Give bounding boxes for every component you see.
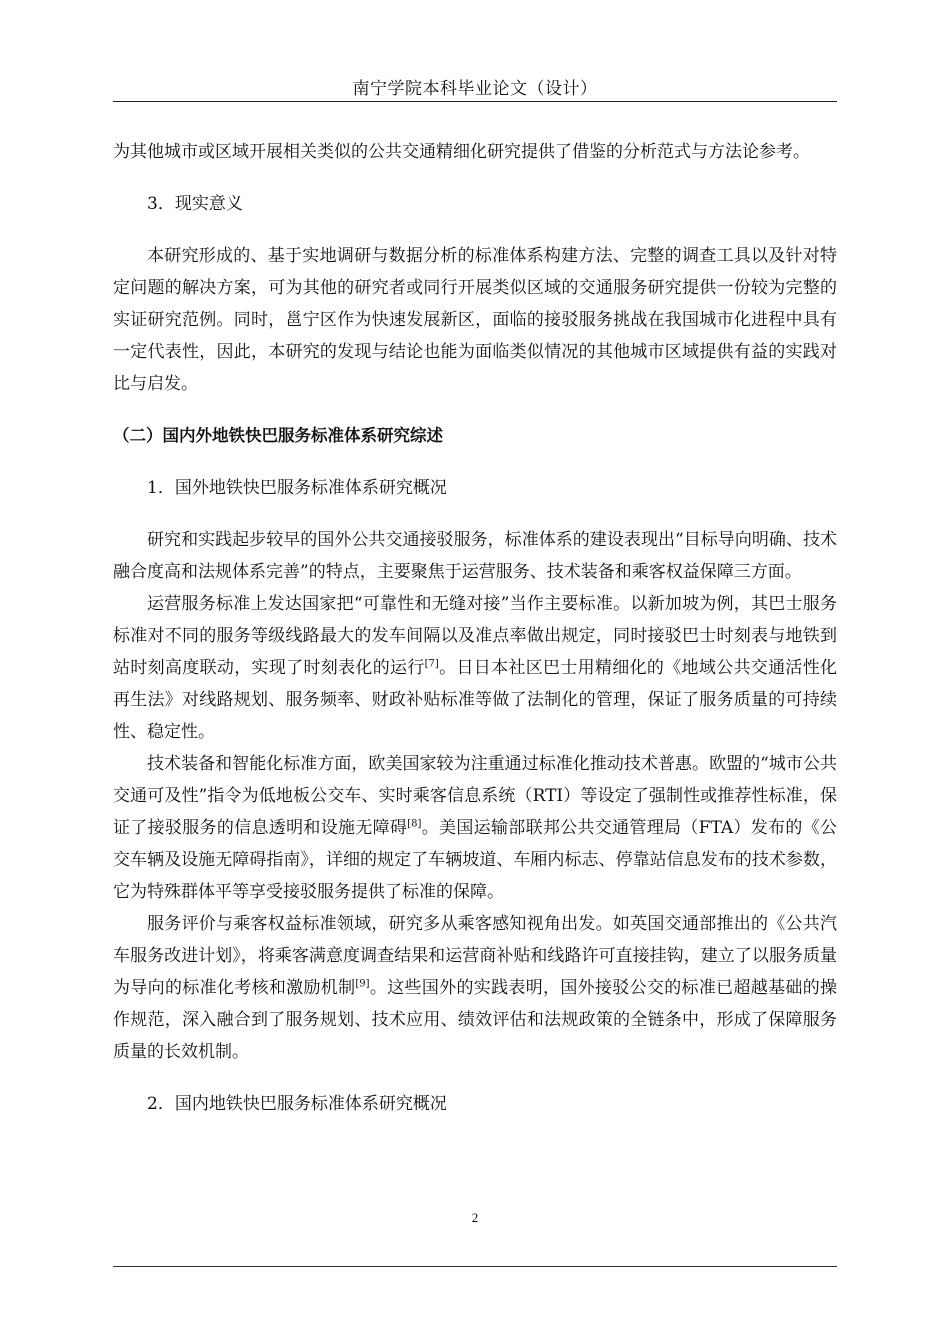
- paragraph-foreign-intro: 研究和实践起步较早的国外公共交通接驳服务，标准体系的建设表现出“目标导向明确、技术融合度高和法规体系完善”的特点，主要聚焦于运营服务、技术装备和乘客权益保障三方面。: [113, 530, 837, 582]
- page-body: [113, 136, 837, 1120]
- subheading-domestic-overview: 2．国内地铁快巴服务标准体系研究概况: [147, 1094, 447, 1114]
- subheading-practical-significance: 3．现实意义: [147, 194, 243, 214]
- page-number: 2: [471, 1210, 479, 1225]
- footer-divider: [113, 1266, 837, 1267]
- paragraph-service-evaluation: [113, 908, 837, 1068]
- citation-ref-9[interactable]: [9]: [355, 978, 370, 990]
- paragraph-text: 技术装备和智能化标准方面，欧美国家较为注重通过标准化推动技术普惠。欧盟的“城市公共交通可及性”指令为低地板公交车、实时乘客信息系统（RTI）等设定了强制性或推荐性标准，保证了接驳服务的信息透明和设施无障碍: [113, 754, 837, 838]
- paragraph-text: 。日日本社区巴士用精细化的《地域公共交通活性化再生法》对线路规划、服务频率、财政补贴标准等做了法制化的管理，保证了服务质量的可持续性、稳定性。: [113, 658, 838, 742]
- paragraph-text: 服务评价与乘客权益标准领域，研究多从乘客感知视角出发。如英国交通部推出的《公共汽车服务改进计划》，将乘客满意度调查结果和运营商补贴和线路许可直接挂钩，建立了以服务质量为导向的标准化考核和激励机制: [113, 914, 837, 998]
- paragraph-practical-significance: 本研究形成的、基于实地调研与数据分析的标准体系构建方法、完整的调查工具以及针对特定问题的解决方案，可为其他的研究者或同行开展类似区域的交通服务研究提供一份较为完整的实证研究范例。同时，邕宁区作为快速发展新区，面临的接驳服务挑战在我国城市化进程中具有一定代表性，因此，本研究的发现与结论也能为面临类似情况的其他城市区域提供有益的实践对比与启发。: [113, 246, 837, 394]
- citation-ref-7[interactable]: [7]: [424, 658, 439, 670]
- header-divider: [113, 101, 837, 102]
- paragraph-technical-standards: [113, 748, 837, 908]
- paragraph-text: 。美国运输部联邦公共交通管理局（FTA）发布的《公交车辆及设施无障碍指南》，详细的规定了车辆坡道、车厢内标志、停靠站信息发布的技术参数，它为特殊群体平等享受接驳服务提供了标准的保障。: [113, 818, 837, 902]
- paragraph-text: 。这些国外的实践表明，国外接驳公交的标准已超越基础的操作规范，深入融合到了服务规划、技术应用、绩效评估和法规政策的全链条中，形成了保障服务质量的长效机制。: [113, 978, 838, 1062]
- paragraph-operation-standards: [113, 588, 837, 748]
- paragraph-continuation: 为其他城市或区域开展相关类似的公共交通精细化研究提供了借鉴的分析范式与方法论参考。: [113, 142, 810, 162]
- citation-ref-8[interactable]: [8]: [407, 818, 422, 830]
- running-header: 南宁学院本科毕业论文（设计）: [352, 79, 598, 99]
- section-heading-literature-review: （二）国内外地铁快巴服务标准体系研究综述: [113, 426, 443, 445]
- subheading-foreign-overview: 1．国外地铁快巴服务标准体系研究概况: [147, 478, 447, 498]
- paragraph-text: 运营服务标准上发达国家把“可靠性和无缝对接”当作主要标准。以新加坡为例，其巴士服务标准对不同的服务等级线路最大的发车间隔以及准点率做出规定，同时接驳巴士时刻表与地铁到站时刻高度联动，实现了时刻表化的运行: [113, 594, 837, 678]
